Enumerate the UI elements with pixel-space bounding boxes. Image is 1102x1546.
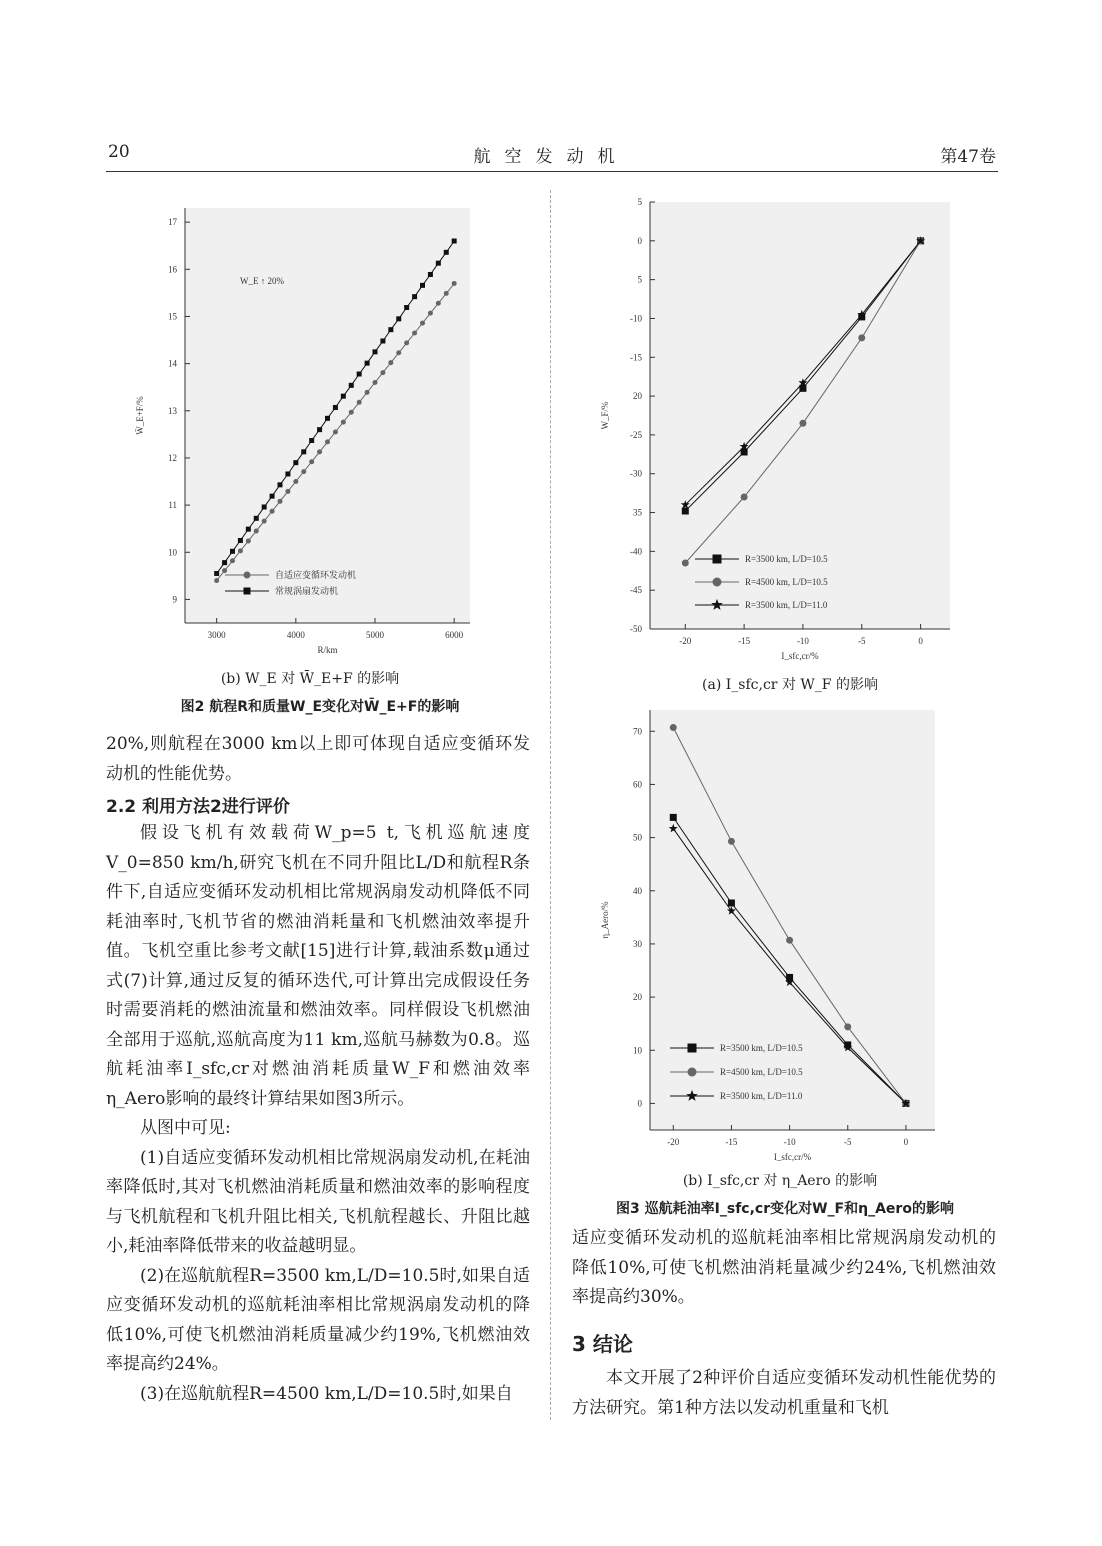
left-column-lower <box>106 819 530 1409</box>
data-point-square <box>293 460 298 465</box>
x-axis-label: I_sfc,cr/% <box>781 651 819 661</box>
data-point-square <box>333 405 338 410</box>
section-heading-3: 3 结论 <box>572 1332 633 1356</box>
data-point-square <box>214 571 219 576</box>
data-point-square <box>357 372 362 377</box>
y-tick-label: 12 <box>168 452 177 463</box>
data-point-square <box>713 555 722 564</box>
y-tick-label: 40 <box>633 885 642 896</box>
legend-label: R=4500 km, L/D=10.5 <box>720 1067 803 1077</box>
data-point-circle <box>349 410 354 415</box>
data-point-square <box>301 449 306 454</box>
y-axis-label: W_F/% <box>600 401 610 430</box>
data-point-circle <box>341 420 346 425</box>
x-tick-label: -20 <box>667 1137 680 1147</box>
y-tick-label: 50 <box>633 832 642 843</box>
data-point-square <box>244 588 251 595</box>
data-point-circle <box>254 529 259 534</box>
data-point-circle <box>238 548 243 553</box>
data-point-circle <box>420 321 425 326</box>
data-point-circle <box>713 578 722 587</box>
data-point-square <box>325 416 330 421</box>
fig3a-chart <box>580 190 980 670</box>
data-point-square <box>373 349 378 354</box>
y-tick-label: 11 <box>168 500 177 511</box>
paragraph: 假设飞机有效载荷W_p=5 t,飞机巡航速度V_0=850 km/h,研究飞机在不同升阻比L/D和航程R条件下,自适应变循环发动机相比常规涡扇发动机降低不同耗油率时,飞机节省的燃油消耗量和飞机燃油效率提升值。飞机空重比参考文献[15]进行计算,载油系数μ通过式(7)计算,通过反复的循环迭代,可计算出完成假设任务时需要消耗的燃油流量和燃油效率。同样假设飞机燃油全部用于巡航,巡航高度为11 km,巡航马赫数为0.8。巡航耗油率I_sfc,cr对燃油消耗质量W_F和燃油效率η_Aero影响的最终计算结果如图3所示。 <box>106 823 530 1109</box>
y-tick-label: 9 <box>172 594 177 605</box>
data-point-square <box>404 305 409 310</box>
y-axis-label: W̄_E+F/% <box>135 396 145 435</box>
x-tick-label: -20 <box>679 636 692 646</box>
right-column-upper <box>572 1224 996 1313</box>
data-point-square <box>222 560 227 565</box>
fig3-title: 图3 巡航耗油率I_sfc,cr变化对W_F和η_Aero的影响 <box>616 1201 954 1217</box>
legend-label: 自适应变循环发动机 <box>275 570 357 580</box>
paragraph: 20%,则航程在3000 km以上即可体现自适应变循环发动机的性能优势。 <box>106 734 530 784</box>
plot-background <box>185 208 470 623</box>
data-point-square <box>278 482 283 487</box>
data-point-circle <box>278 499 283 504</box>
legend-label: R=4500 km, L/D=10.5 <box>745 577 828 587</box>
x-tick-label: -5 <box>858 636 866 646</box>
data-point-circle <box>325 439 330 444</box>
data-point-square <box>365 361 370 366</box>
y-tick-label: 30 <box>633 938 642 949</box>
data-point-circle <box>222 568 227 573</box>
y-tick-label: 5 <box>637 274 642 285</box>
data-point-square <box>412 294 417 299</box>
data-point-square <box>270 494 275 499</box>
fig2b-subcaption: (b) W_E 对 W̄_E+F 的影响 <box>220 671 400 687</box>
page-number: 20 <box>108 142 130 162</box>
y-tick-label: -10 <box>630 313 642 324</box>
legend-label: R=3500 km, L/D=11.0 <box>720 1091 803 1101</box>
legend-label: R=3500 km, L/D=10.5 <box>720 1043 803 1053</box>
data-point-circle <box>333 430 338 435</box>
y-tick-label: -30 <box>630 468 642 479</box>
left-column-upper <box>106 730 530 789</box>
x-tick-label: 3000 <box>207 630 226 640</box>
legend-label: R=3500 km, L/D=11.0 <box>745 600 828 610</box>
paragraph: (2)在巡航航程R=3500 km,L/D=10.5时,如果自适应变循环发动机的巡航耗油率相比常规涡扇发动机的降低10%,可使飞机燃油消耗质量减少约19%,飞机燃油效率提高约24%。 <box>106 1265 530 1374</box>
fig2b-svg <box>110 190 490 665</box>
x-tick-label: -15 <box>738 636 751 646</box>
data-point-square <box>349 383 354 388</box>
journal-title: 航空发动机 <box>473 147 629 167</box>
data-point-square <box>444 250 449 255</box>
data-point-circle <box>844 1023 851 1030</box>
y-tick-label: -45 <box>630 585 642 596</box>
y-tick-label: -25 <box>630 429 642 440</box>
data-point-circle <box>452 281 457 286</box>
data-point-square <box>380 338 385 343</box>
volume-label: 第47卷 <box>940 147 996 167</box>
data-point-circle <box>270 509 275 514</box>
fig3b-svg <box>580 700 980 1170</box>
data-point-square <box>317 427 322 432</box>
y-tick-label: 20 <box>633 992 642 1003</box>
data-point-square <box>688 1044 697 1053</box>
paragraph: 从图中可见: <box>140 1118 231 1138</box>
data-point-circle <box>396 350 401 355</box>
data-point-square <box>309 438 314 443</box>
data-point-square <box>670 814 677 821</box>
x-tick-label: 6000 <box>445 630 464 640</box>
data-point-circle <box>380 370 385 375</box>
y-tick-label: 60 <box>633 779 642 790</box>
data-point-square <box>285 471 290 476</box>
x-tick-label: -10 <box>796 636 809 646</box>
fig3a-subcaption: (a) I_sfc,cr 对 W_F 的影响 <box>702 677 878 693</box>
data-point-circle <box>293 479 298 484</box>
data-point-circle <box>428 311 433 316</box>
y-tick-label: 10 <box>168 547 177 558</box>
y-tick-label: 14 <box>168 358 177 369</box>
fig2b-chart <box>110 190 490 665</box>
y-axis-label: η_Aero/% <box>600 901 610 939</box>
y-tick-label: 16 <box>168 264 177 275</box>
x-axis-label: R/km <box>317 645 338 655</box>
data-point-circle <box>436 301 441 306</box>
data-point-square <box>341 394 346 399</box>
data-point-circle <box>444 291 449 296</box>
paragraph: (1)自适应变循环发动机相比常规涡扇发动机,在耗油率降低时,其对飞机燃油消耗质量和燃油效率的影响程度与飞机航程和飞机升阻比相关,飞机航程越长、升阻比越小,耗油率降低带来的收益越明显。 <box>106 1147 530 1256</box>
y-tick-label: 70 <box>633 726 642 737</box>
data-point-circle <box>246 538 251 543</box>
y-tick-label: 5 <box>637 197 642 207</box>
data-point-circle <box>244 572 251 579</box>
y-tick-label: 35 <box>633 507 642 518</box>
y-tick-label: 17 <box>168 217 177 228</box>
y-tick-label: -50 <box>630 624 642 634</box>
fig3b-subcaption: (b) I_sfc,cr 对 η_Aero 的影响 <box>682 1173 878 1189</box>
x-tick-label: -15 <box>725 1137 738 1147</box>
data-point-circle <box>317 449 322 454</box>
data-point-circle <box>357 400 362 405</box>
x-tick-label: 0 <box>918 636 923 646</box>
paragraph: 适应变循环发动机的巡航耗油率相比常规涡扇发动机的降低10%,可使飞机燃油消耗量减少约24%,飞机燃油效率提高约30%。 <box>572 1228 996 1307</box>
data-point-square <box>436 261 441 266</box>
y-tick-label: -15 <box>630 352 642 363</box>
data-point-circle <box>786 937 793 944</box>
data-point-circle <box>285 489 290 494</box>
paragraph: 本文开展了2种评价自适应变循环发动机性能优势的方法研究。第1种方法以发动机重量和飞机 <box>572 1368 996 1418</box>
x-tick-label: 5000 <box>366 630 384 640</box>
fig3b-chart <box>580 700 980 1170</box>
legend-label: 常规涡扇发动机 <box>275 586 339 596</box>
data-point-square <box>682 507 689 514</box>
right-column-lower <box>572 1364 996 1423</box>
data-point-circle <box>682 560 689 567</box>
y-tick-label: 10 <box>633 1045 642 1056</box>
data-point-square <box>230 549 235 554</box>
x-tick-label: -5 <box>844 1137 852 1147</box>
data-point-circle <box>373 380 378 385</box>
x-tick-label: 4000 <box>286 630 305 640</box>
data-point-square <box>728 899 735 906</box>
data-point-circle <box>404 340 409 345</box>
data-point-circle <box>670 724 677 731</box>
paragraph: (3)在巡航航程R=4500 km,L/D=10.5时,如果自 <box>140 1383 513 1404</box>
y-tick-label: 15 <box>168 311 177 322</box>
y-tick-label: 0 <box>637 1098 642 1109</box>
chart-annotation: W_E ↑ 20% <box>240 276 284 286</box>
data-point-circle <box>230 558 235 563</box>
y-tick-label: 0 <box>637 235 642 246</box>
y-tick-label: 13 <box>168 405 177 416</box>
data-point-circle <box>688 1068 697 1077</box>
data-point-circle <box>309 459 314 464</box>
data-point-square <box>396 316 401 321</box>
data-point-circle <box>365 390 370 395</box>
section-heading-2-2: 2.2 利用方法2进行评价 <box>106 797 290 817</box>
data-point-circle <box>301 469 306 474</box>
data-point-circle <box>799 420 806 427</box>
data-point-square <box>428 272 433 277</box>
y-tick-label: 20 <box>633 391 642 402</box>
data-point-square <box>420 283 425 288</box>
data-point-square <box>238 538 243 543</box>
data-point-circle <box>214 578 219 583</box>
data-point-square <box>262 504 267 509</box>
data-point-square <box>254 516 259 521</box>
data-point-square <box>388 327 393 332</box>
data-point-circle <box>412 330 417 335</box>
x-tick-label: -10 <box>783 1137 796 1147</box>
fig2-title: 图2 航程R和质量W_E变化对W̄_E+F的影响 <box>180 699 460 715</box>
column-divider <box>550 190 551 1420</box>
data-point-circle <box>728 838 735 845</box>
header-rule <box>106 171 998 172</box>
data-point-circle <box>741 494 748 501</box>
data-point-square <box>246 527 251 532</box>
x-tick-label: 0 <box>903 1137 909 1147</box>
x-axis-label: I_sfc,cr/% <box>773 1152 812 1162</box>
data-point-square <box>452 239 457 244</box>
y-tick-label: -40 <box>630 546 642 557</box>
data-point-circle <box>388 360 393 365</box>
data-point-circle <box>858 334 865 341</box>
fig3a-svg <box>580 190 980 670</box>
legend-label: R=3500 km, L/D=10.5 <box>745 554 828 564</box>
data-point-circle <box>262 519 267 524</box>
